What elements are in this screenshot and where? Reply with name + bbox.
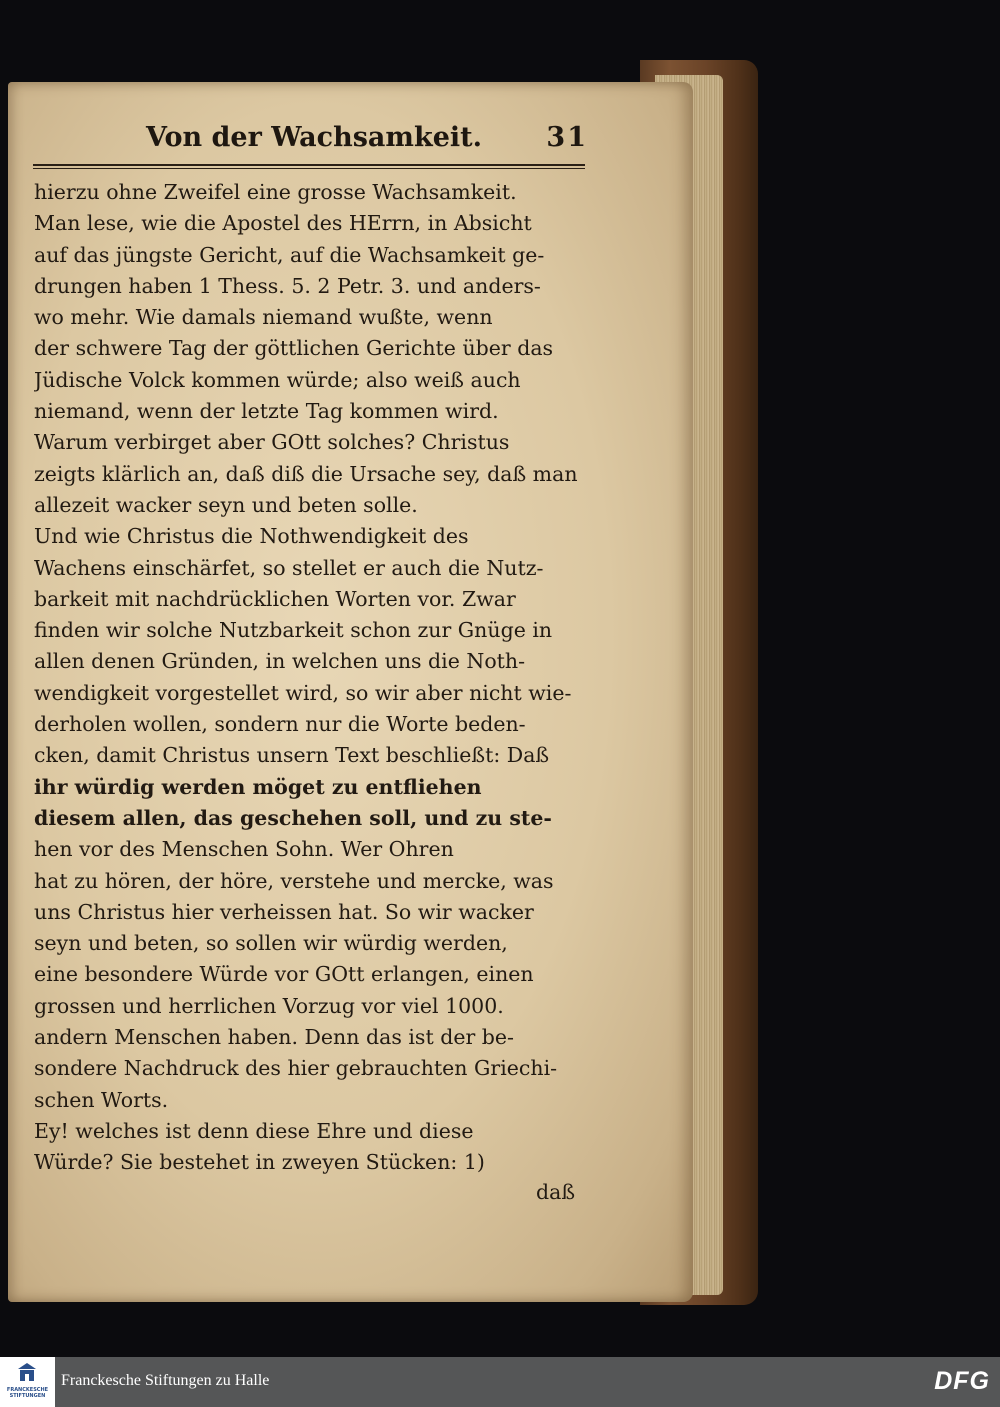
text-line: der schwere Tag der göttlichen Gerichte über das bbox=[34, 336, 554, 361]
text-line: Ey! welches ist denn diese Ehre und diese bbox=[34, 1118, 474, 1143]
text-line: Würde? Sie bestehet in zweyen Stücken: 1) bbox=[34, 1150, 485, 1175]
running-title: Von der Wachsamkeit. bbox=[146, 122, 483, 153]
text-line: derholen wollen, sondern nur die Worte beden- bbox=[34, 712, 526, 737]
text-line: diesem allen, das geschehen soll, und zu ste- bbox=[34, 805, 552, 830]
text-line: wo mehr. Wie damals niemand wußte, wenn bbox=[34, 305, 493, 330]
footer-bar bbox=[0, 1357, 1000, 1407]
text-line: wendigkeit vorgestellet wird, so wir aber nicht wie- bbox=[34, 680, 572, 705]
book-page bbox=[8, 82, 693, 1302]
text-line: barkeit mit nachdrücklichen Worten vor. Zwar bbox=[34, 586, 516, 611]
text-line: Man lese, wie die Apostel des HErrn, in Absicht bbox=[34, 211, 532, 236]
text-line: hierzu ohne Zweifel eine grosse Wachsamkeit. bbox=[34, 180, 517, 204]
text-line: ihr würdig werden möget zu entfliehen bbox=[34, 774, 482, 799]
header-rule bbox=[33, 164, 585, 169]
catchword: daß bbox=[536, 1180, 576, 1204]
text-line: andern Menschen haben. Denn das ist der be- bbox=[34, 1025, 514, 1050]
text-line: uns Christus hier verheissen hat. So wir wacker bbox=[34, 899, 534, 924]
text-line: schen Worts. bbox=[34, 1087, 169, 1112]
institution-logo[interactable] bbox=[0, 1357, 55, 1407]
text-line: eine besondere Würde vor GOtt erlangen, einen bbox=[34, 962, 534, 987]
text-line: auf das jüngste Gericht, auf die Wachsamkeit ge- bbox=[34, 242, 545, 267]
body-text bbox=[34, 177, 594, 1179]
text-line: Jüdische Volck kommen würde; also weiß auch bbox=[34, 367, 521, 392]
page-header bbox=[38, 120, 598, 162]
page-number: 31 bbox=[546, 122, 588, 153]
dfg-logo[interactable]: DFG bbox=[934, 1367, 990, 1395]
text-line: drungen haben 1 Thess. 5. 2 Petr. 3. und anders- bbox=[34, 273, 541, 298]
text-line: Und wie Christus die Nothwendigkeit des bbox=[34, 524, 469, 549]
text-line: grossen und herrlichen Vorzug vor viel 1000. bbox=[34, 993, 504, 1018]
text-line: sondere Nachdruck des hier gebrauchten Griechi- bbox=[34, 1056, 558, 1081]
institution-name[interactable]: Franckesche Stiftungen zu Halle bbox=[61, 1372, 270, 1389]
text-line: zeigts klärlich an, daß diß die Ursache sey, daß man bbox=[34, 461, 578, 486]
text-line: finden wir solche Nutzbarkeit schon zur Gnüge in bbox=[34, 618, 553, 643]
text-line: cken, damit Christus unsern Text beschließt: Daß bbox=[34, 743, 550, 768]
text-line: Wachens einschärfet, so stellet er auch die Nutz- bbox=[34, 555, 544, 580]
building-icon bbox=[18, 1363, 36, 1383]
text-line: allen denen Gründen, in welchen uns die Noth- bbox=[34, 649, 526, 674]
text-line: hat zu hören, der höre, verstehe und mercke, was bbox=[34, 868, 554, 893]
text-line: allezeit wacker seyn und beten solle. bbox=[34, 492, 418, 517]
text-line: niemand, wenn der letzte Tag kommen wird. bbox=[34, 399, 499, 424]
logo-caption: FRANCKESCHE STIFTUNGEN bbox=[6, 1387, 49, 1399]
text-line: hen vor des Menschen Sohn. Wer Ohren bbox=[34, 837, 454, 862]
text-line: Warum verbirget aber GOtt solches? Christus bbox=[34, 430, 510, 455]
text-line: seyn und beten, so sollen wir würdig werden, bbox=[34, 931, 508, 956]
